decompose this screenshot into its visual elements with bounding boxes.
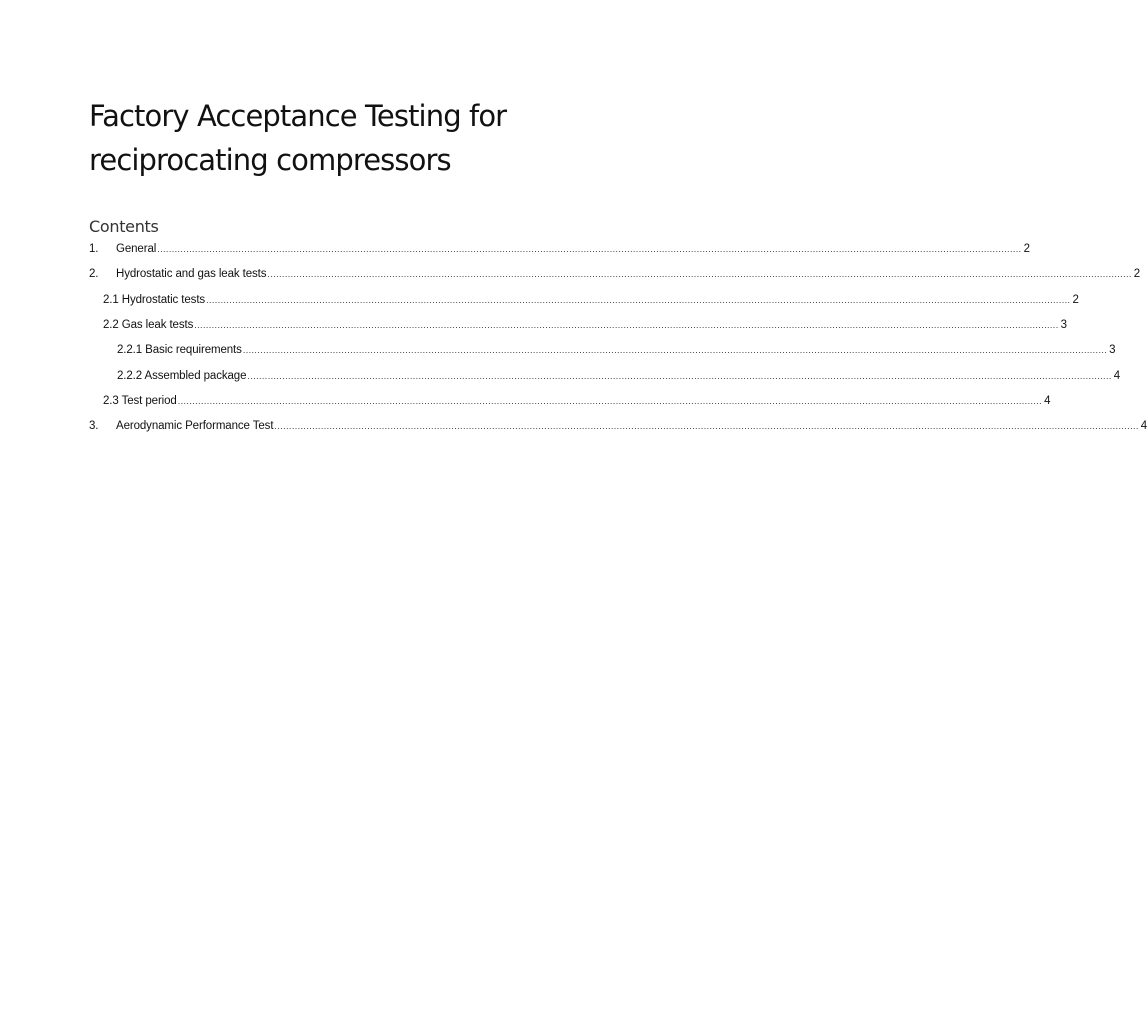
toc-dot-leader: .......................................................................................................................................................................................................................................................................................................... [242, 345, 1108, 355]
toc-entry-label: 2.3 Test period [103, 395, 177, 407]
toc-entry-label: General [116, 243, 157, 255]
toc-dot-leader: .......................................................................................................................................................................................................................................................................................................... [177, 396, 1043, 406]
toc-dot-leader: .......................................................................................................................................................................................................................................................................................................... [206, 295, 1071, 305]
toc-dot-leader: .......................................................................................................................................................................................................................................................................................................... [274, 421, 1139, 431]
toc-entry-assembled-package[interactable] [117, 367, 1121, 385]
toc-entry-number: 1. [89, 243, 99, 255]
toc-dot-leader: .......................................................................................................................................................................................................................................................................................................... [194, 320, 1059, 330]
toc-page-number: 4 [1044, 395, 1051, 407]
toc-entry-test-period[interactable] [103, 392, 1051, 410]
document-title-line-1: Factory Acceptance Testing for [89, 99, 507, 133]
contents-heading: Contents [89, 217, 159, 236]
toc-entry-general[interactable] [89, 240, 1030, 258]
toc-entry-number: 2. [89, 268, 99, 280]
toc-page-number: 2 [1133, 268, 1141, 280]
document-title-line-2: reciprocating compressors [89, 143, 451, 177]
toc-dot-leader: .......................................................................................................................................................................................................................................................................................................... [157, 244, 1022, 254]
toc-entry-gas-leak-tests[interactable] [103, 316, 1067, 334]
toc-page-number: 3 [1109, 344, 1116, 356]
toc-entry-hydrostatic-tests[interactable] [103, 291, 1079, 309]
toc-entry-number: 3. [89, 420, 99, 432]
toc-page-number: 3 [1060, 319, 1067, 331]
toc-entry-hydrostatic-and-gas-leak-tests[interactable] [89, 265, 1141, 283]
toc-entry-label: Aerodynamic Performance Test [116, 420, 274, 432]
toc-dot-leader: .......................................................................................................................................................................................................................................................................................................... [247, 371, 1112, 381]
toc-page-number: 2 [1072, 294, 1079, 306]
toc-dot-leader: .......................................................................................................................................................................................................................................................................................................... [267, 269, 1132, 279]
toc-page-number: 2 [1023, 243, 1030, 255]
toc-entry-label: Hydrostatic and gas leak tests [116, 268, 267, 280]
toc-page-number: 4 [1140, 420, 1147, 432]
toc-entry-basic-requirements[interactable] [117, 341, 1116, 359]
toc-entry-label: 2.1 Hydrostatic tests [103, 294, 206, 306]
toc-entry-aerodynamic-performance-test[interactable] [89, 417, 1147, 435]
toc-page-number: 4 [1113, 370, 1121, 382]
toc-entry-label: 2.2.1 Basic requirements [117, 344, 242, 356]
toc-entry-label: 2.2 Gas leak tests [103, 319, 194, 331]
toc-entry-label: 2.2.2 Assembled package [117, 370, 247, 382]
